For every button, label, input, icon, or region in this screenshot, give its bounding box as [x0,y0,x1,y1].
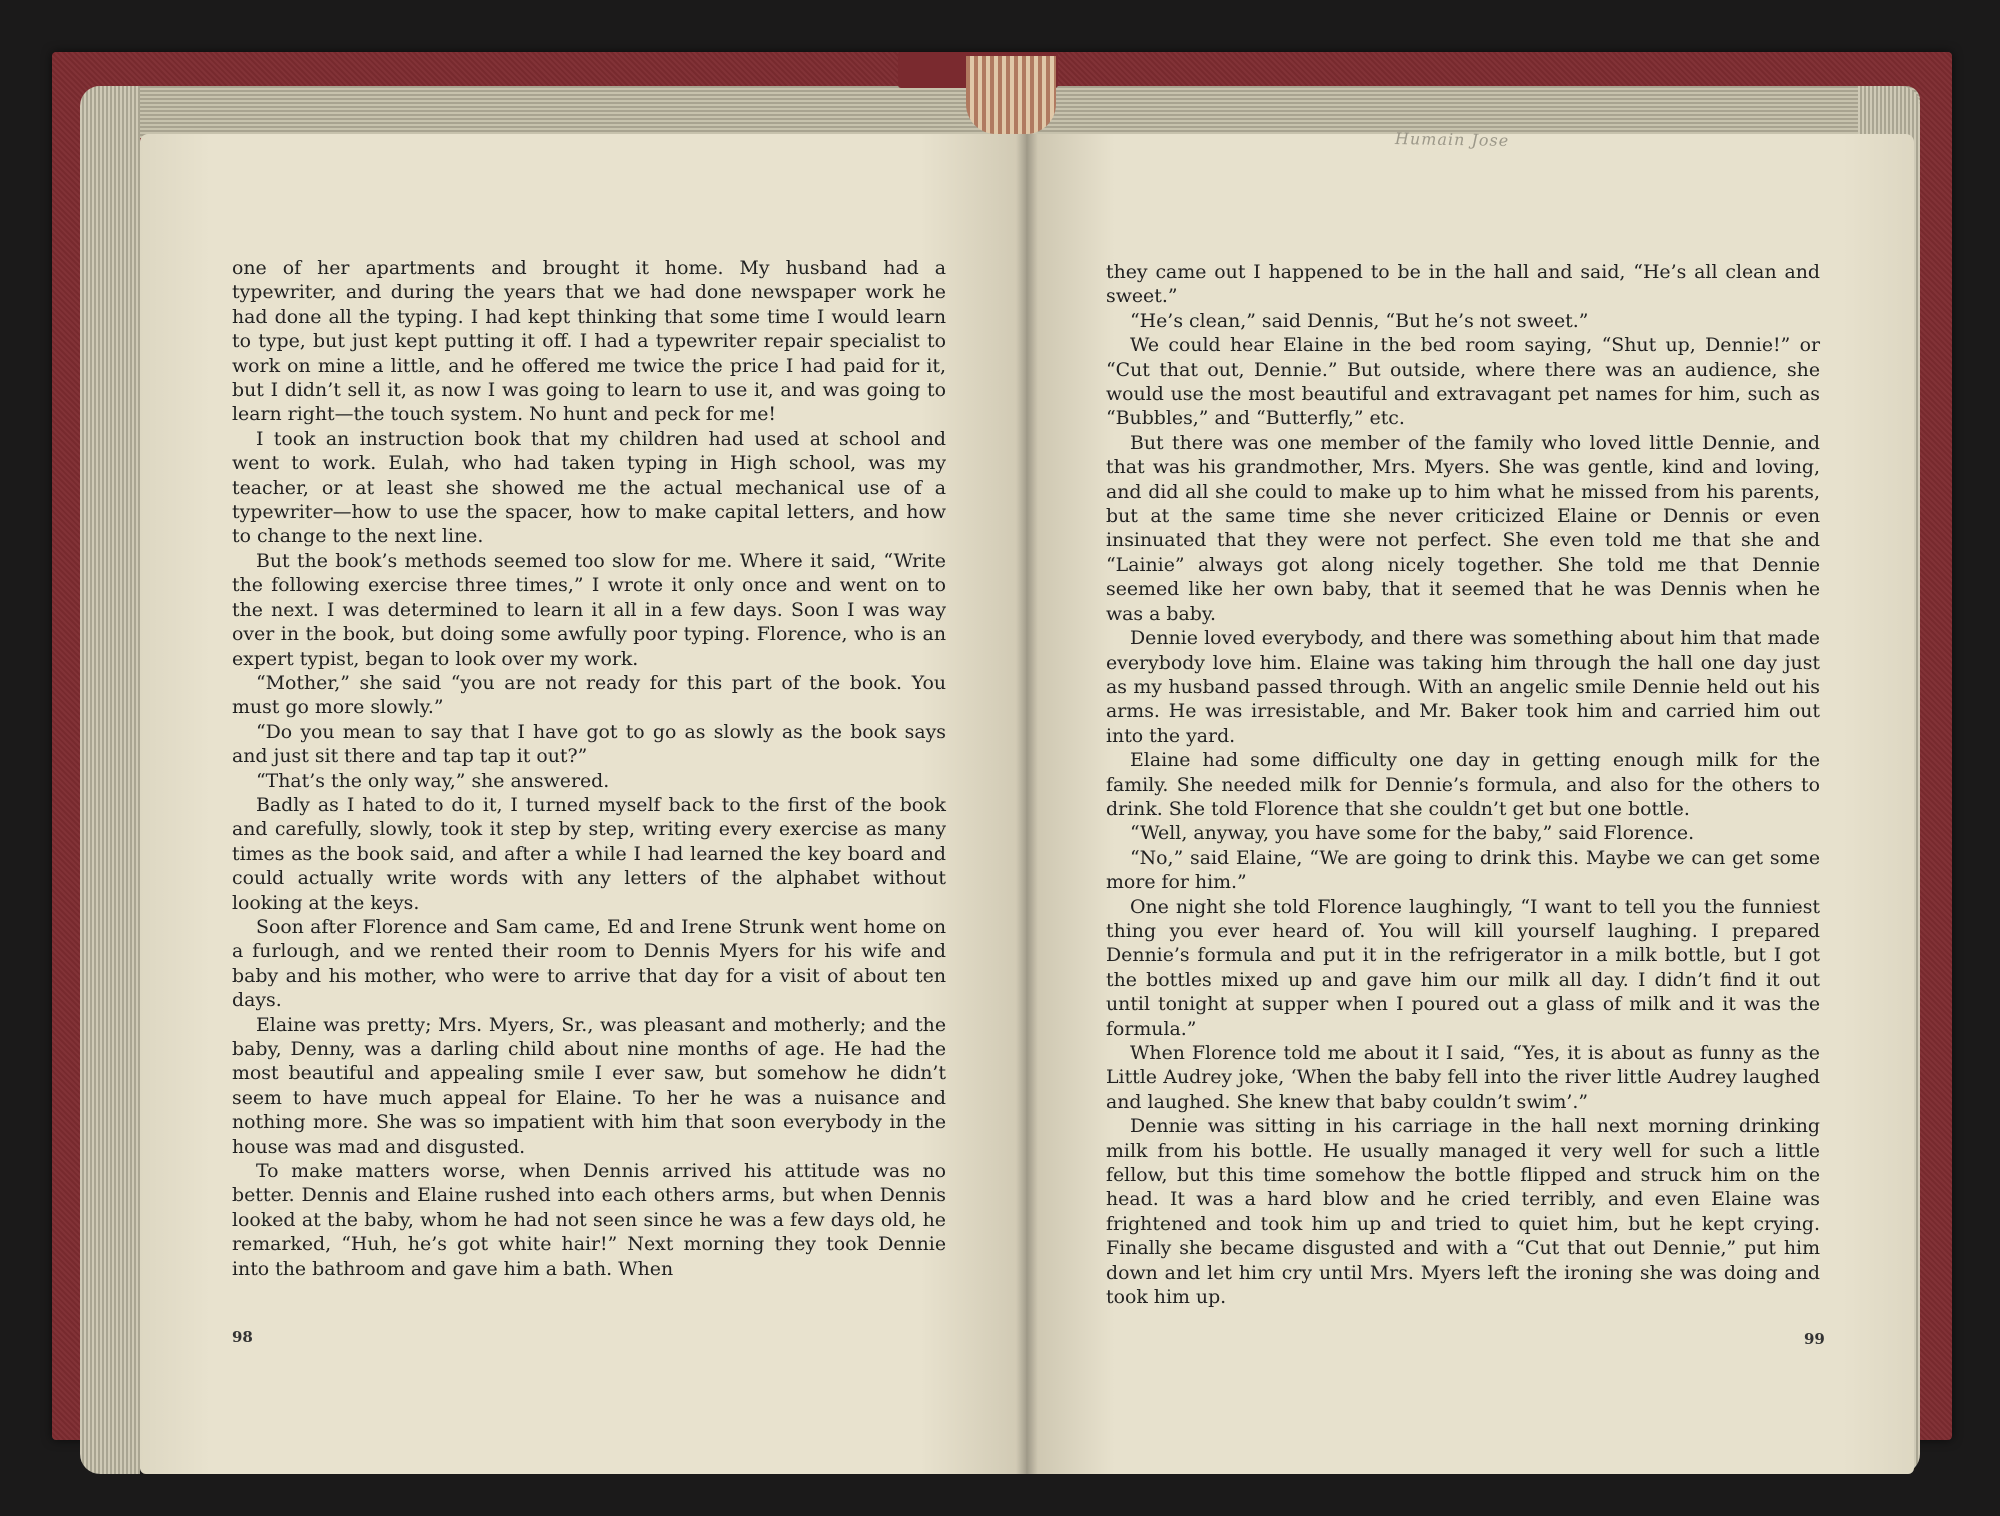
paragraph: “No,” said Elaine, “We are going to drink this. Maybe we can get some more for him.” [1106,846,1820,894]
headband [966,56,1056,134]
paragraph: “He’s clean,” said Dennis, “But he’s not sweet.” [1130,309,1589,332]
paragraph: Soon after Florence and Sam came, Ed and Irene Strunk went home on a furlough, and we rented their room to Dennis Myers for his wife and baby and his mother, who were to arrive that day for a visit of about ten days. [232,915,946,1012]
right-page-text [1106,260,1820,1309]
page-number-left: 98 [232,1328,253,1346]
paragraph: Elaine had some difficulty one day in getting enough milk for the family. She needed milk for Dennie’s formula, and also for the others to drink. She told Florence that she couldn’t get but one bottle. [1106,749,1820,820]
paragraph: But the book’s methods seemed too slow for me. Where it said, “Write the following exercise three times,” I wrote it only once and went on to the next. I was determined to learn it all in a few days. Soon I was way over in the book, but doing some awfully poor typing. Florence, who is an expert typist, began to look over my work. [232,549,946,670]
paragraph: When Florence told me about it I said, “Yes, it is about as funny as the Little Audrey joke, ‘When the baby fell into the river little Audrey laughed and laughed. She knew that baby couldn’t swim’.” [1106,1042,1820,1113]
paragraph: Dennie loved everybody, and there was something about him that made everybody love him. Elaine was taking him through the hall one day just as my husband passed through. With an angelic smile Dennie held out his arms. He was irresistable, and Mr. Baker took him and carried him out into the yard. [1106,627,1820,747]
paragraph: I took an instruction book that my children had used at school and went to work. Eulah, who had taken typing in High school, was my teacher, or at least she showed me the actual mechanical use of a typewriter—how to use the spacer, how to make capital letters, and how to change to the next line. [232,427,946,548]
paragraph: “Do you mean to say that I have got to go as slowly as the book says and just sit there and tap tap it out?” [232,720,946,768]
paragraph: “Well, anyway, you have some for the baby,” said Florence. [1130,822,1695,845]
paragraph: one of her apartments and brought it home. My husband had a typewriter, and during the years that we had done newspaper work he had done all the typing. I had kept thinking that some time I would learn to type, but just kept putting it off. I had a typewriter repair specialist to work on mine a little, and he offered me twice the price I had paid for it, but I didn’t sell it, as now I was going to learn to use it, and was going to learn right—the touch system. No hunt and peck for me! [232,257,946,426]
paragraph: Dennie was sitting in his carriage in the hall next morning drinking milk from his bottle. He usually managed it very well for such a little fellow, but this time somehow the bottle flipped and struck him on the head. It was a hard blow and he cried terribly, and even Elaine was frightened and took him up and tried to quiet him, but he kept crying. Finally she became disgusted and with a “Cut that out Dennie,” put him down and let him cry until Mrs. Myers left the ironing she was doing and took him up. [1106,1115,1820,1309]
left-page-edge [80,86,140,1474]
paragraph: they came out I happened to be in the hall and said, “He’s all clean and sweet.” [1106,261,1820,308]
paragraph: Elaine was pretty; Mrs. Myers, Sr., was pleasant and motherly; and the baby, Denny, was a darling child about nine months of age. He had the most beautiful and appealing smile I ever saw, but somehow he didn’t seem to have much appeal for Elaine. To her he was a nuisance and nothing more. She was so impatient with him that soon everybody in the house was mad and disgusted. [232,1013,946,1158]
left-page-text [232,256,946,1281]
paragraph: But there was one member of the family who loved little Dennie, and that was his grandmother, Mrs. Myers. She was gentle, kind and loving, and did all she could to make up to him what he missed from his parents, but at the same time she never criticized Elaine or Dennis or even insinuated that they were not perfect. She even told me that she and “Lainie” always got along nicely together. She told me that Dennie seemed like her own baby, that it seemed that he was Dennis when he was a baby. [1106,431,1820,625]
paragraph: One night she told Florence laughingly, “I want to tell you the funniest thing you ever heard of. You will kill yourself laughing. I prepared Dennie’s formula and put it in the refrigerator in a milk bottle, but I got the bottles mixed up and gave him our milk all day. I didn’t find it out until tonight at supper when I poured out a glass of milk and it was the formula.” [1106,895,1820,1040]
page-number-right: 99 [1804,1330,1825,1348]
pencil-note: Humain Jose [1394,129,1510,150]
paragraph: “Mother,” she said “you are not ready for this part of the book. You must go more slowly.” [232,671,946,719]
paragraph: Badly as I hated to do it, I turned myself back to the first of the book and carefully, slowly, took it step by step, writing every exercise as many times as the book said, and after a while I had learned the key board and could actually write words with any letters of the alphabet without looking at the keys. [232,793,946,914]
paragraph: We could hear Elaine in the bed room saying, “Shut up, Dennie!” or “Cut that out, Dennie.” But outside, where there was an audience, she would use the most beautiful and extravagant pet names for him, such as “Bubbles,” and “Butterfly,” etc. [1106,334,1820,430]
paragraph: “That’s the only way,” she answered. [256,769,610,792]
paragraph: To make matters worse, when Dennis arrived his attitude was no better. Dennis and Elaine rushed into each others arms, but when Dennis looked at the baby, whom he had not seen since he was a few days old, he remarked, “Huh, he’s got white hair!” Next morning they took Dennie into the bathroom and gave him a bath. When [232,1160,946,1280]
gutter-shadow [1016,134,1038,1474]
